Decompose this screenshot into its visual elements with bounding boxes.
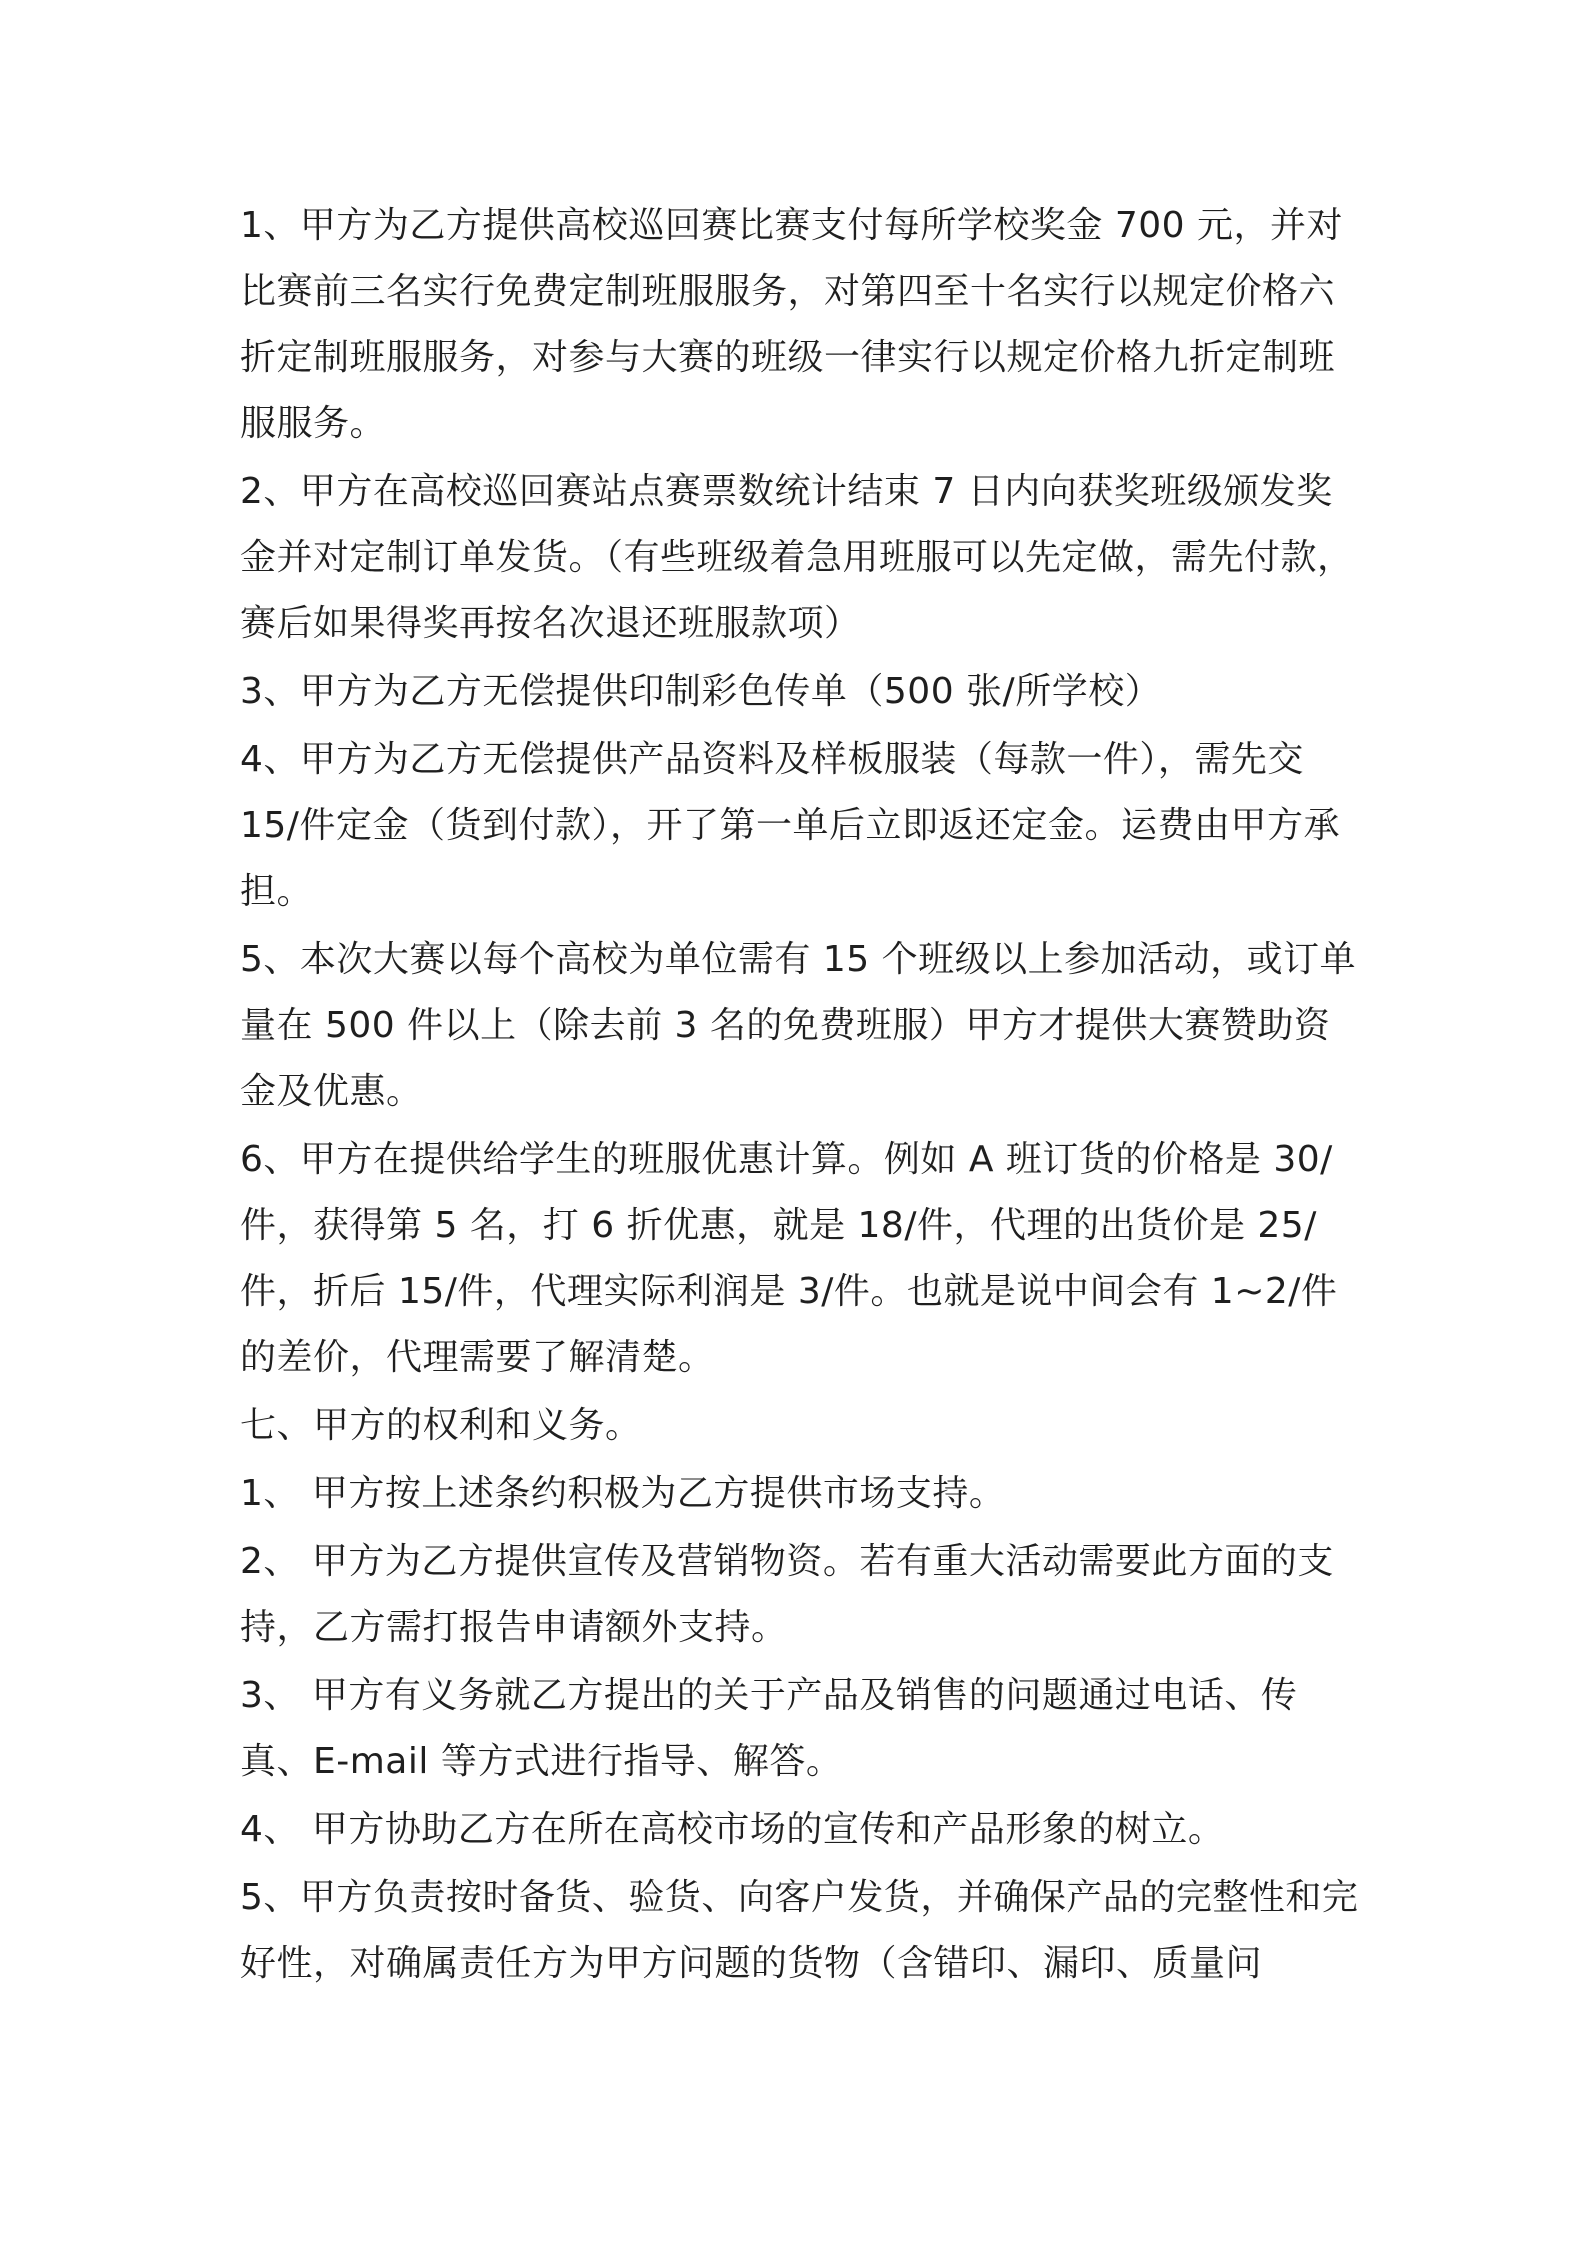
obligation-item-3: 3、 甲方有义务就乙方提出的关于产品及销售的问题通过电话、传真、E-mail 等方式进行指导、解答。: [240, 1675, 1298, 1782]
obligation-item-1: 1、 甲方按上述条约积极为乙方提供市场支持。: [240, 1473, 1006, 1514]
obligation-item-4: 4、 甲方协助乙方在所在高校市场的宣传和产品形象的树立。: [240, 1809, 1225, 1850]
paragraph-2: 2、甲方在高校巡回赛站点赛票数统计结束 7 日内向获奖班级颁发奖金并对定制订单发货。（有些班级着急用班服可以先定做，需先付款，赛后如果得奖再按名次退还班服款项）: [240, 471, 1354, 644]
paragraph-3: 3、甲方为乙方无偿提供印制彩色传单（500 张/所学校）: [240, 671, 1162, 712]
section-heading-seven: 七、甲方的权利和义务。: [240, 1405, 642, 1446]
obligation-item-5: 5、甲方负责按时备货、验货、向客户发货，并确保产品的完整性和完好性，对确属责任方为甲方问题的货物（含错印、漏印、质量问: [240, 1877, 1359, 1984]
obligation-item-2: 2、 甲方为乙方提供宣传及营销物资。若有重大活动需要此方面的支持，乙方需打报告申请额外支持。: [240, 1541, 1334, 1648]
document-body: [240, 193, 1360, 1999]
paragraph-6: 6、甲方在提供给学生的班服优惠计算。例如 A 班订货的价格是 30/件，获得第 5 名，打 6 折优惠，就是 18/件，代理的出货价是 25/件，折后 15/件，代理实际利润是 3/件。也就是说中间会有 1~2/件的差价，代理需要了解清楚。: [240, 1139, 1338, 1378]
paragraph-5: 5、本次大赛以每个高校为单位需有 15 个班级以上参加活动，或订单量在 500 件以上（除去前 3 名的免费班服）甲方才提供大赛赞助资金及优惠。: [240, 939, 1357, 1112]
paragraph-4: 4、甲方为乙方无偿提供产品资料及样板服装（每款一件），需先交 15/件定金（货到付款），开了第一单后立即返还定金。运费由甲方承担。: [240, 739, 1340, 912]
paragraph-1: 1、甲方为乙方提供高校巡回赛比赛支付每所学校奖金 700 元，并对比赛前三名实行免费定制班服服务，对第四至十名实行以规定价格六折定制班服服务，对参与大赛的班级一律实行以规定价格九折定制班服服务。: [240, 205, 1344, 444]
